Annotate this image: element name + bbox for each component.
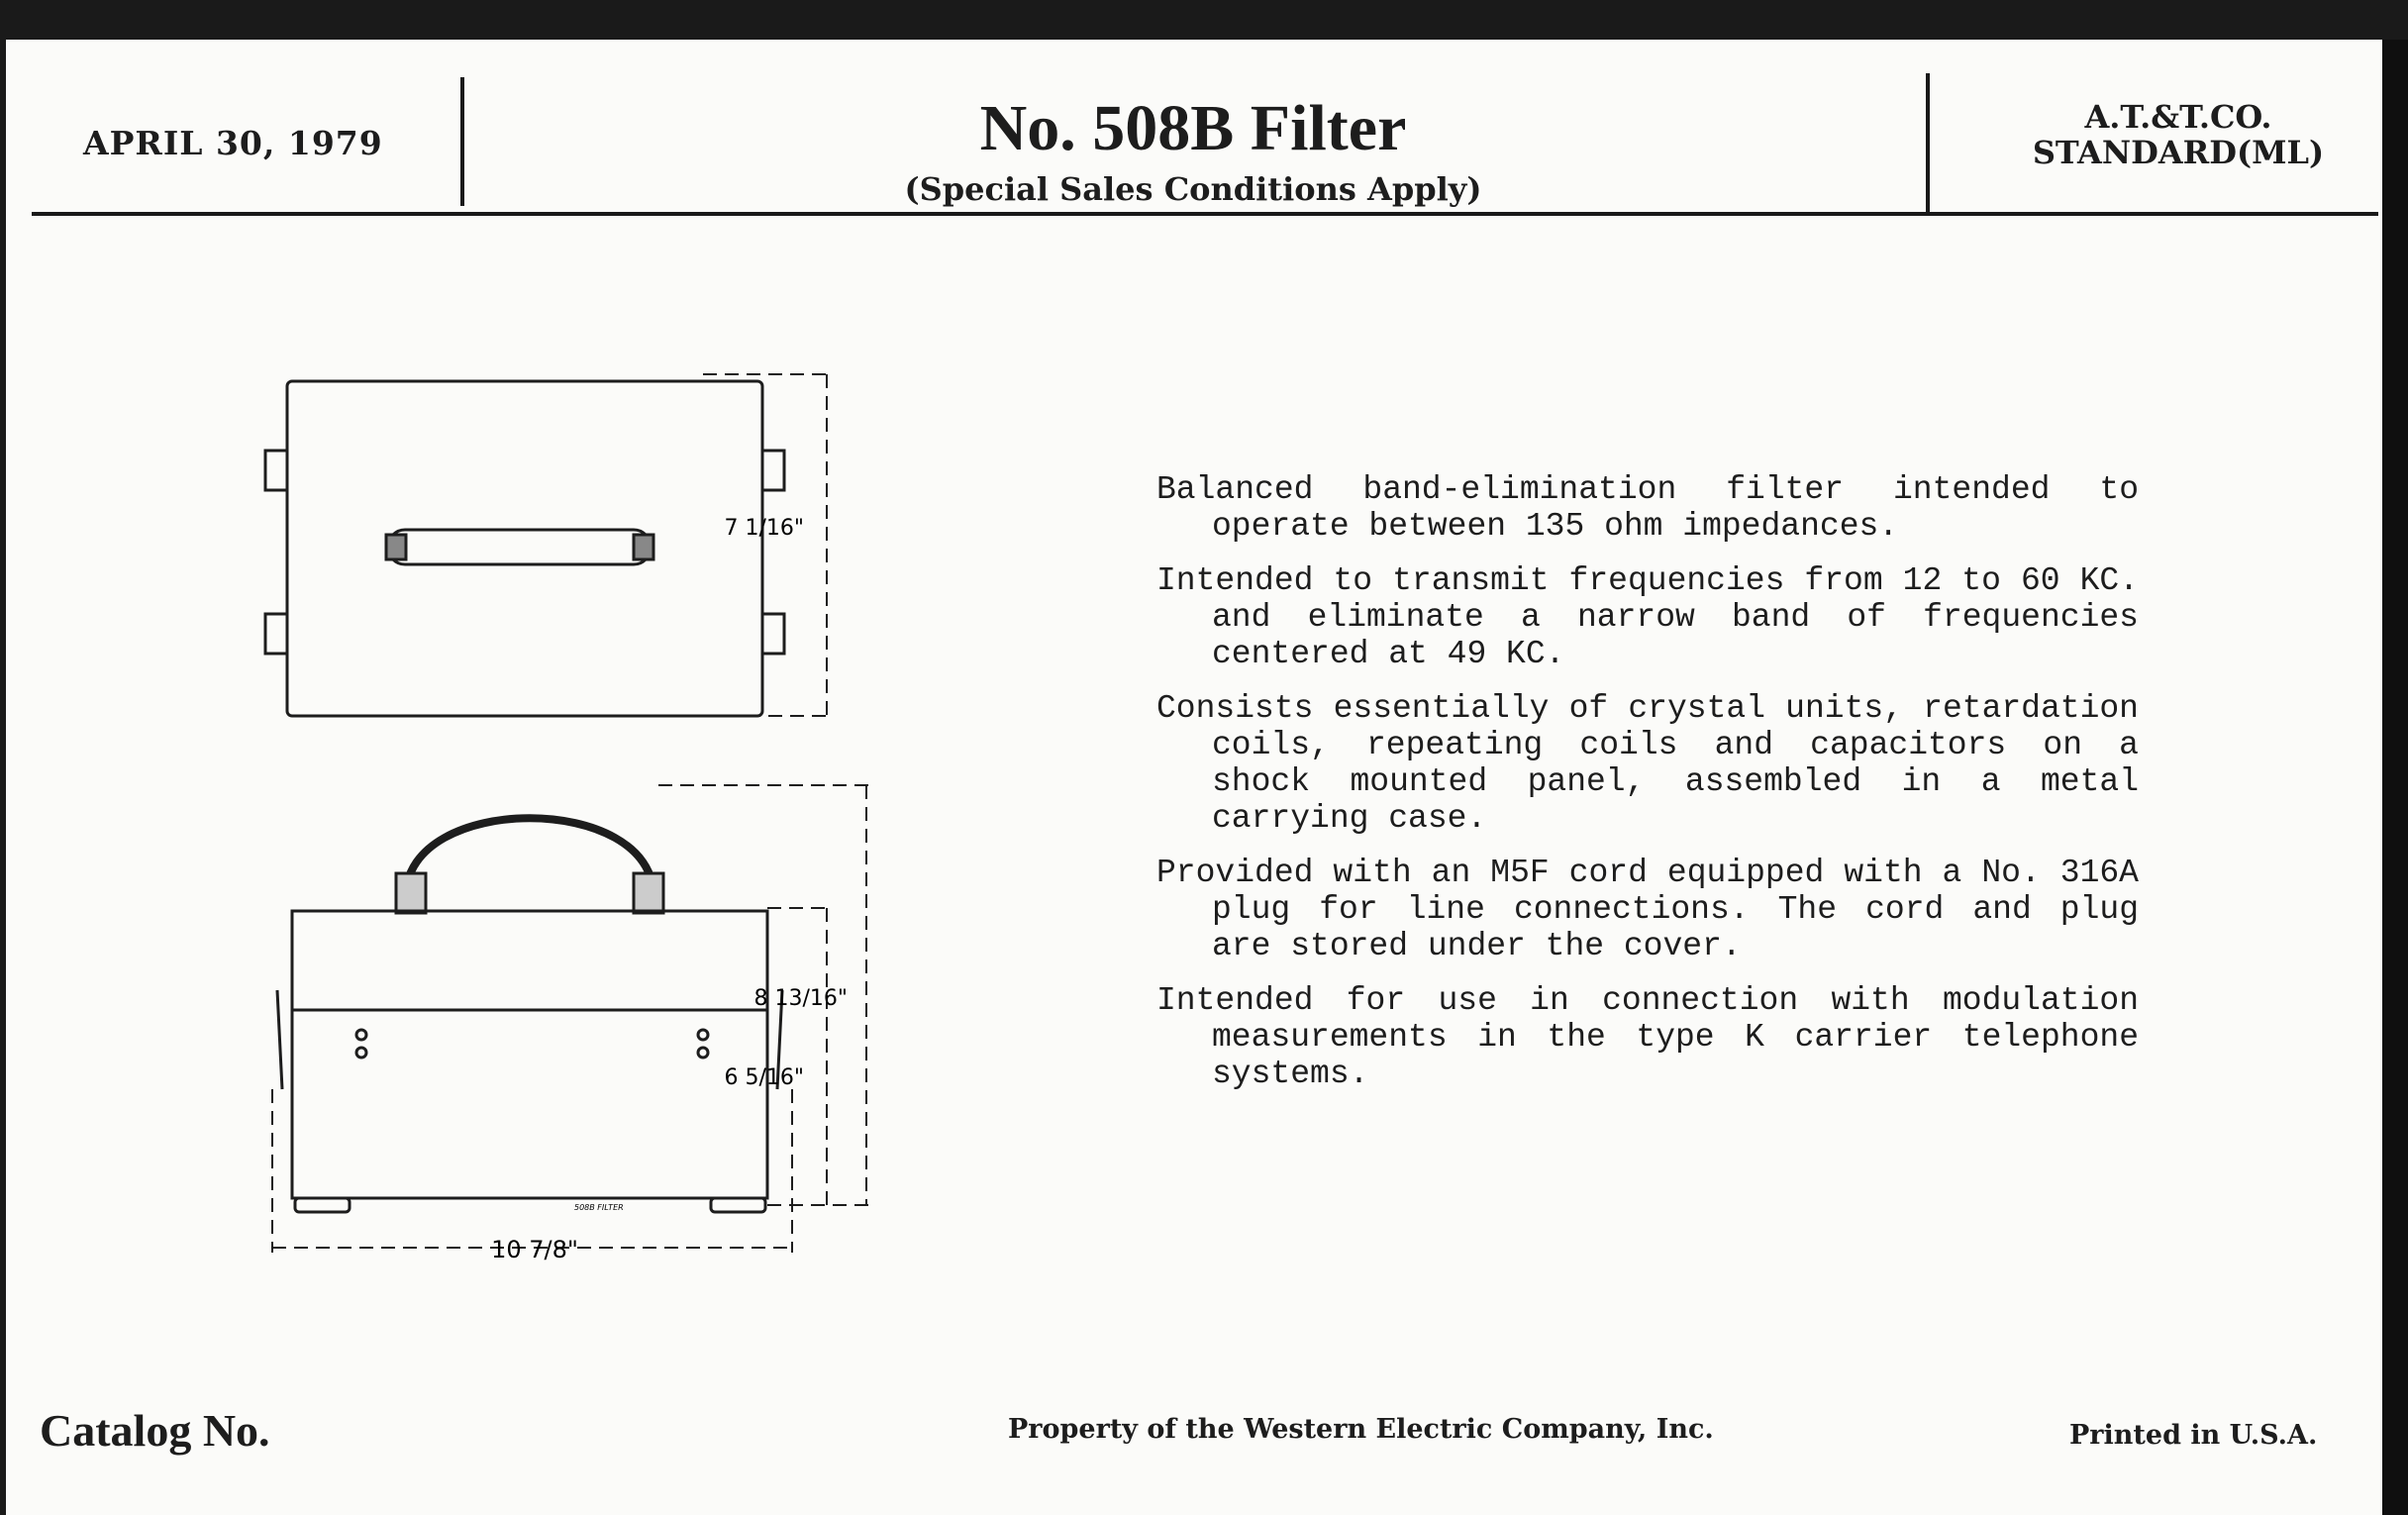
page-subtitle: (Special Sales Conditions Apply) <box>904 170 1482 208</box>
dim-case-height: 6 5/16" <box>724 1065 804 1090</box>
dim-total-height: 8 13/16" <box>753 986 848 1011</box>
case-lid <box>292 911 767 1010</box>
nameplate: 508B FILTER <box>574 1203 624 1212</box>
foot <box>295 1198 350 1212</box>
issue-date: APRIL 30, 1979 <box>83 124 383 162</box>
header-divider-right <box>1926 73 1930 212</box>
top-view-case <box>287 381 762 716</box>
standard-line-1: A.T.&T.CO. <box>2084 98 2272 136</box>
foot <box>711 1198 765 1212</box>
dim-width: 10 7/8" <box>491 1236 578 1263</box>
top-connector-icon <box>265 451 287 490</box>
description-paragraph: Consists essentially of crystal units, retardation coils, repeating coils and capacitors on a shock mounted panel, assembled in a metal carrying case. <box>1156 690 2139 837</box>
carry-handle-icon <box>406 818 653 896</box>
page-title: No. 508B Filter <box>979 92 1407 164</box>
top-handle-icon <box>388 530 651 564</box>
top-connector-icon <box>762 614 784 654</box>
filter-drawing <box>238 356 951 1277</box>
top-connector-icon <box>762 451 784 490</box>
standard-label <box>1970 99 2386 170</box>
catalog-number-label: Catalog No. <box>40 1405 270 1456</box>
dim-top-height: 7 1/16" <box>724 516 804 541</box>
property-notice: Property of the Western Electric Company, Inc. <box>1008 1414 1714 1445</box>
top-connector-icon <box>265 614 287 654</box>
standard-line-2: STANDARD(ML) <box>2032 134 2325 171</box>
header-rule <box>32 212 2378 216</box>
description-paragraph: Intended for use in connection with modulation measurements in the type K carrier telephone systems. <box>1156 982 2139 1092</box>
description <box>1156 471 2139 1110</box>
scan-edge <box>2382 40 2408 1515</box>
description-paragraph: Provided with an M5F cord equipped with a No. 316A plug for line connections. The cord and plug are stored under the cover. <box>1156 855 2139 964</box>
description-paragraph: Intended to transmit frequencies from 12 to 60 KC. and eliminate a narrow band of frequencies centered at 49 KC. <box>1156 562 2139 672</box>
printed-notice: Printed in U.S.A. <box>2069 1420 2318 1451</box>
description-paragraph: Balanced band-elimination filter intended to operate between 135 ohm impedances. <box>1156 471 2139 545</box>
